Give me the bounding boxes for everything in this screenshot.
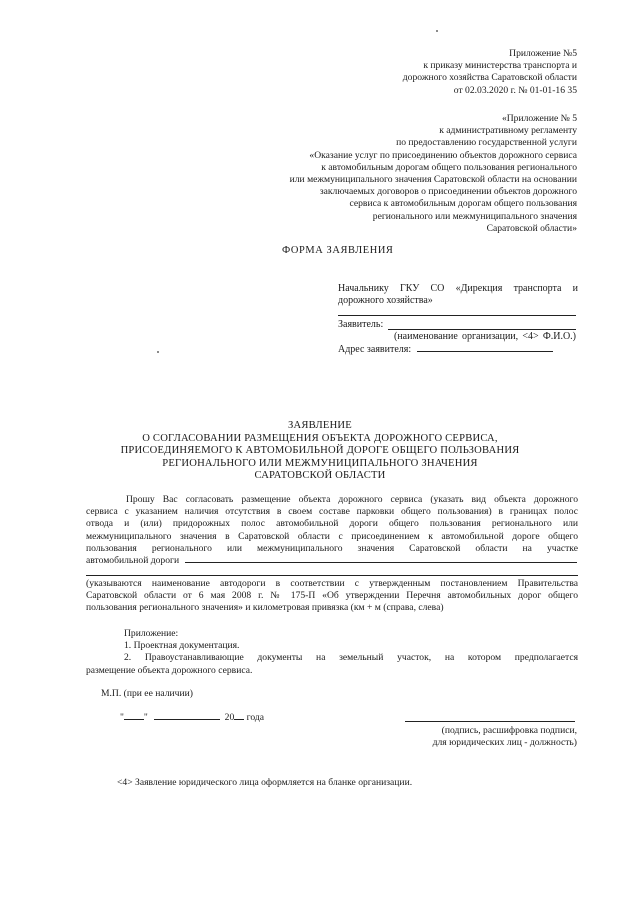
appendix-order-line: от 02.03.2020 г. № 01-01-16 35: [453, 84, 577, 96]
applicant-label: Заявитель:: [338, 319, 384, 330]
date-year-input[interactable]: [234, 719, 244, 720]
appendix-order-block: [277, 48, 577, 97]
appendix-reg-line: заключаемых договоров о присоединении объектов дорожного: [319, 186, 577, 198]
appendix-reg-line: или межмуниципального значения Саратовской области на основании: [289, 174, 577, 186]
footnote: <4> Заявление юридического лица оформляется на бланке организации.: [117, 777, 413, 788]
body-paragraph-1: [86, 494, 578, 567]
attachments-block: [86, 628, 578, 677]
body-last-line: [86, 555, 578, 567]
appendix-reg-line: к административному регламенту: [439, 125, 577, 137]
appendix-regulation-block: [217, 113, 577, 235]
statement-title-line: САРАТОВСКОЙ ОБЛАСТИ: [254, 470, 386, 482]
statement-title-line: РЕГИОНАЛЬНОГО ИЛИ МЕЖМУНИЦИПАЛЬНОГО ЗНАЧЕНИЯ: [162, 457, 478, 469]
body-note-line: пользования регионального значения» и километровая привязка (км + м (справа, слева): [86, 602, 444, 614]
addressee-line2: дорожного хозяйства»: [338, 295, 433, 307]
body-note-line: (указываются наименование автодороги в соответствии с утвержденным постановлением Правительства: [86, 578, 578, 589]
road-input-line-2[interactable]: [86, 575, 578, 576]
scan-speck: [436, 30, 438, 32]
address-label-text: Адрес заявителя:: [338, 344, 412, 355]
addressee-underline[interactable]: [338, 315, 576, 316]
appendix-reg-line: к автомобильным дорогам общего пользования регионального: [321, 161, 577, 173]
body-line: Прошу Вас согласовать размещение объекта дорожного сервиса (указать вид объекта дорожного: [126, 494, 578, 505]
addressee-block: [338, 283, 578, 355]
statement-title: [100, 420, 540, 483]
address-label: [338, 344, 553, 356]
address-input-line[interactable]: [417, 351, 553, 352]
body-note-line: Саратовской области от 6 мая 2008 г. № 175-П «Об утверждении Перечня автомобильных дорог общего: [86, 590, 578, 602]
appendix-reg-line: Саратовской области»: [486, 222, 577, 234]
appendix-reg-line: по предоставлению государственной услуги: [396, 137, 577, 149]
body-line: пользования регионального или межмуниципального значения Саратовской области на участке: [86, 542, 578, 554]
stamp-note: М.П. (при ее наличии): [101, 688, 193, 699]
date-quote-open: ": [120, 712, 124, 723]
appendix-reg-line: «Оказание услуг по присоединению объектов дорожного сервиса: [309, 149, 577, 161]
appendix-reg-line: сервиса к автомобильным дорогам общего пользования: [349, 198, 577, 210]
statement-title-line: О СОГЛАСОВАНИИ РАЗМЕЩЕНИЯ ОБЪЕКТА ДОРОЖНОГО СЕРВИСА,: [142, 432, 498, 444]
appendix-order-line: дорожного хозяйства Саратовской области: [402, 72, 577, 84]
scan-speck: [157, 351, 159, 353]
attachment-item-1: 1. Проектная документация.: [124, 640, 240, 652]
attachment-item-2-line2: размещение объекта дорожного сервиса.: [86, 664, 253, 676]
signature-caption-line2: для юридических лиц - должность): [432, 737, 577, 749]
statement-title-line: ПРИСОЕДИНЯЕМОГО К АВТОМОБИЛЬНОЙ ДОРОГЕ ОБЩЕГО ПОЛЬЗОВАНИЯ: [120, 445, 520, 457]
body-line: сервиса с указанием наличия отсутствия в своем составе парковки общего пользования) в границах полос: [86, 506, 578, 518]
form-heading: ФОРМА ЗАЯВЛЕНИЯ: [282, 245, 394, 256]
addressee-line1: Начальнику ГКУ СО «Дирекция транспорта и: [338, 283, 578, 294]
applicant-hint: (наименование организации, <4> Ф.И.О.): [394, 331, 576, 342]
attachment-item-2-line1: 2. Правоустанавливающие документы на земельный участок, на котором предполагается: [124, 652, 578, 664]
body-paragraph-2: [86, 578, 578, 615]
date-day-input[interactable]: [124, 719, 144, 720]
date-line: [120, 712, 264, 724]
applicant-underline[interactable]: [388, 329, 576, 330]
appendix-reg-line: регионального или межмуниципального значения: [372, 210, 577, 222]
date-quote-close: ": [143, 712, 148, 723]
body-last-line-text: автомобильной дороги: [86, 555, 180, 567]
road-input-line[interactable]: [185, 562, 577, 563]
signature-caption-line1: (подпись, расшифровка подписи,: [441, 725, 577, 736]
appendix-reg-line: «Приложение № 5: [501, 113, 577, 124]
attachments-heading: Приложение:: [124, 628, 179, 639]
date-year-suffix: года: [246, 712, 265, 723]
appendix-order-line: Приложение №5: [509, 48, 577, 59]
signature-caption: [377, 725, 577, 749]
statement-title-line: ЗАЯВЛЕНИЕ: [288, 420, 352, 431]
body-line: межмуниципального значения в Саратовской области с присоединением к автомобильной дороге общего: [86, 530, 578, 542]
date-month-input[interactable]: [154, 719, 220, 720]
date-year-prefix: 20: [224, 712, 235, 723]
appendix-order-line: к приказу министерства транспорта и: [423, 60, 577, 72]
body-line: отвода и (или) придорожных полос автомобильной дороги общего пользования регионального или: [86, 518, 578, 530]
signature-input-line[interactable]: [405, 721, 575, 722]
